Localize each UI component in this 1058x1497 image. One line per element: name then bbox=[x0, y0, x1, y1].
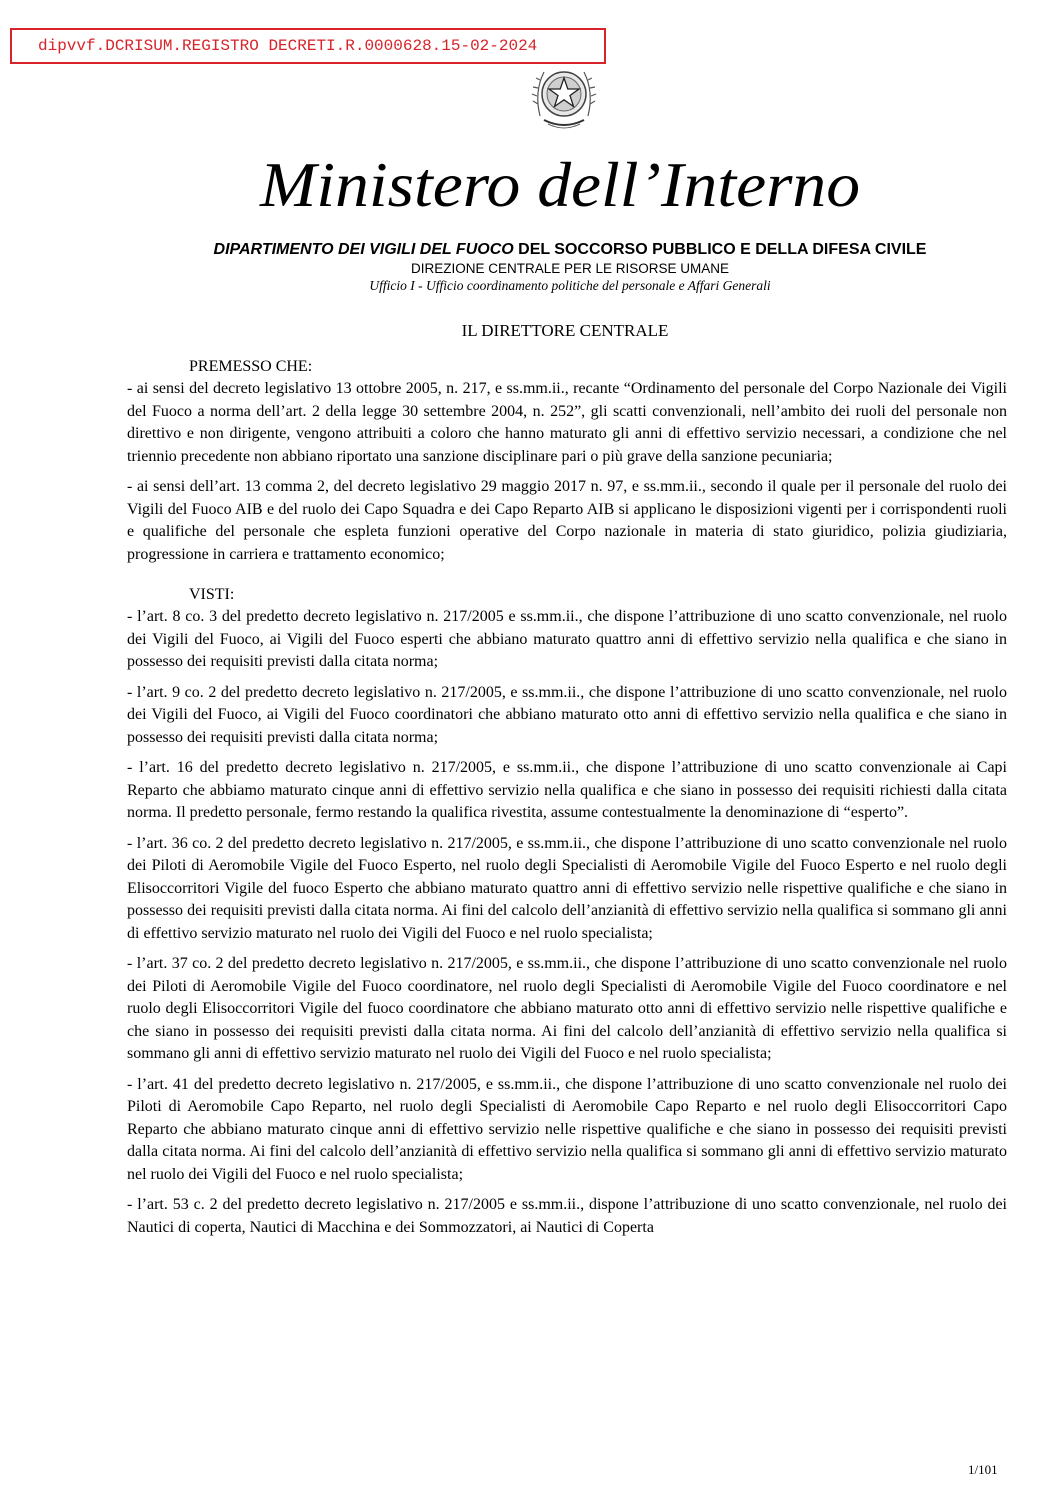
page-number: 1/101 bbox=[968, 1462, 998, 1477]
premesso-label: PREMESSO CHE: bbox=[189, 358, 313, 375]
visti-paragraph: - l’art. 9 co. 2 del predetto decreto legislativo n. 217/2005, e ss.mm.ii., che dispone l’attribuzione di uno scatto convenzionale, nel ruolo dei Vigili del Fuoco, ai Vigili del Fuoco coordinatori che abbiano maturato otto anni di effettivo servizio nella qualifica e che siano in possesso dei requisiti previsti dalla citata norma; bbox=[127, 683, 1007, 746]
document-body bbox=[127, 356, 1007, 1247]
visti-paragraph: - l’art. 16 del predetto decreto legislativo n. 217/2005, e ss.mm.ii., che dispone l’attribuzione di uno scatto convenzionale ai Capi Reparto che abbiamo maturato cinque anni di effettivo servizio nella qualifica e che siano in possesso dei requisiti richiesti dalla citata norma. Il predetto personale, fermo restando la qualifica rivestita, assume contestualmente la denominazione di “esperto”. bbox=[127, 759, 1007, 821]
svg-text:Ministero dell’Interno: Ministero dell’Interno bbox=[258, 149, 860, 220]
visti-label: VISTI: bbox=[189, 586, 235, 603]
document-title: IL DIRETTORE CENTRALE bbox=[461, 321, 669, 340]
visti-paragraph: - l’art. 36 co. 2 del predetto decreto legislativo n. 217/2005, e ss.mm.ii., che dispone l’attribuzione di uno scatto convenzionale nel ruolo dei Piloti di Aeromobile Vigile del Fuoco Esperto, nel ruolo degli Specialisti di Aeromobile Vigile del Fuoco Esperto e nel ruolo degli Elisoccorritori Vigile del fuoco Esperto che abbiano maturato quattro anni di effettivo servizio nelle rispettive qualifiche e che siano in possesso dei requisiti previsti dalla citata norma. Ai fini del calcolo dell’anzianità di effettivo servizio nella qualifica si sommano gli anni di effettivo servizio maturato nel ruolo dei Vigili del Fuoco e nel ruolo specialista; bbox=[127, 834, 1007, 942]
direction-name: DIREZIONE CENTRALE PER LE RISORSE UMANE bbox=[410, 261, 730, 276]
department-title bbox=[0, 240, 1058, 260]
visti-paragraph: - l’art. 41 del predetto decreto legislativo n. 217/2005, e ss.mm.ii., che dispone l’attribuzione di uno scatto convenzionale nel ruolo dei Piloti di Aeromobile Capo Reparto, nel ruolo degli Specialisti di Aeromobile Capo Reparto e nel ruolo degli Elisoccorritori Capo Reparto che abbiano maturato cinque anni di effettivo servizio nelle rispettive qualifiche e che siano in possesso dei requisiti previsti dalla citata norma. Ai fini del calcolo dell’anzianità di effettivo servizio nella qualifica si sommano gli anni di effettivo servizio maturato nel ruolo dei Vigili del Fuoco e nel ruolo specialista; bbox=[127, 1075, 1007, 1183]
italian-republic-emblem-icon bbox=[530, 58, 598, 134]
premesso-paragraph: - ai sensi del decreto legislativo 13 ottobre 2005, n. 217, e ss.mm.ii., recante “Ordinamento del personale del Corpo Nazionale dei Vigili del Fuoco a norma dell’art. 2 della legge 30 settembre 2004, n. 252”, gli scatti convenzionali, nell’ambito dei ruoli del personale non direttivo e non dirigente, vengono attribuiti a coloro che hanno maturato gli anni di effettivo servizio necessari, a condizione che nel triennio precedente non abbiano riportato una sanzione disciplinare pari o più grave della sanzione pecuniaria; bbox=[127, 380, 1007, 465]
premesso-paragraph: - ai sensi dell’art. 13 comma 2, del decreto legislativo 29 maggio 2017 n. 97, e ss.mm.ii., secondo il quale per il personale del ruolo dei Vigili del Fuoco AIB e del ruolo dei Capo Squadra e dei Capo Reparto AIB si applicano le disposizioni vigenti per i corrispondenti ruoli e qualifiche del personale che espleta funzioni operative del Corpo nazionale in materia di stato giuridico, polizia giudiziaria, progressione in carriera e trattamento economico; bbox=[127, 478, 1007, 563]
department-header bbox=[0, 240, 1058, 294]
protocol-stamp: dipvvf.DCRISUM.REGISTRO DECRETI.R.0000628.15-02-2024 bbox=[10, 28, 606, 64]
visti-paragraph: - l’art. 53 c. 2 del predetto decreto legislativo n. 217/2005 e ss.mm.ii., dispone l’attribuzione di uno scatto convenzionale, nel ruolo dei Nautici di coperta, Nautici di Macchina e dei Sommozzatori, ai Nautici di Coperta bbox=[127, 1196, 1007, 1236]
department-title-rest: DEL SOCCORSO PUBBLICO E DELLA DIFESA CIVILE bbox=[513, 241, 927, 258]
visti-paragraph: - l’art. 37 co. 2 del predetto decreto legislativo n. 217/2005, e ss.mm.ii., che dispone l’attribuzione di uno scatto convenzionale nel ruolo dei Piloti di Aeromobile Vigile del Fuoco coordinatore, nel ruolo degli Specialisti di Aeromobile Vigile del Fuoco coordinatore e nel ruolo degli Elisoccorritori Vigile del fuoco coordinatore che abbiano maturato otto anni di effettivo servizio nelle rispettive qualifiche e che siano in possesso dei requisiti previsti dalla citata norma. Ai fini del calcolo dell’anzianità di effettivo servizio nella qualifica si sommano gli anni di effettivo servizio maturato nel ruolo dei Vigili del Fuoco e nel ruolo specialista; bbox=[127, 955, 1007, 1062]
department-title-italic: DIPARTIMENTO DEI VIGILI DEL FUOCO bbox=[213, 241, 514, 258]
ministry-logo bbox=[250, 140, 870, 225]
visti-paragraph: - l’art. 8 co. 3 del predetto decreto legislativo n. 217/2005 e ss.mm.ii., che dispone l’attribuzione di uno scatto convenzionale, nel ruolo dei Vigili del Fuoco, ai Vigili del Fuoco esperti che abbiano maturato quattro anni di effettivo servizio nella qualifica e che siano in possesso dei requisiti previsti dalla citata norma; bbox=[127, 608, 1007, 670]
office-name: Ufficio I - Ufficio coordinamento politiche del personale e Affari Generali bbox=[369, 278, 771, 293]
